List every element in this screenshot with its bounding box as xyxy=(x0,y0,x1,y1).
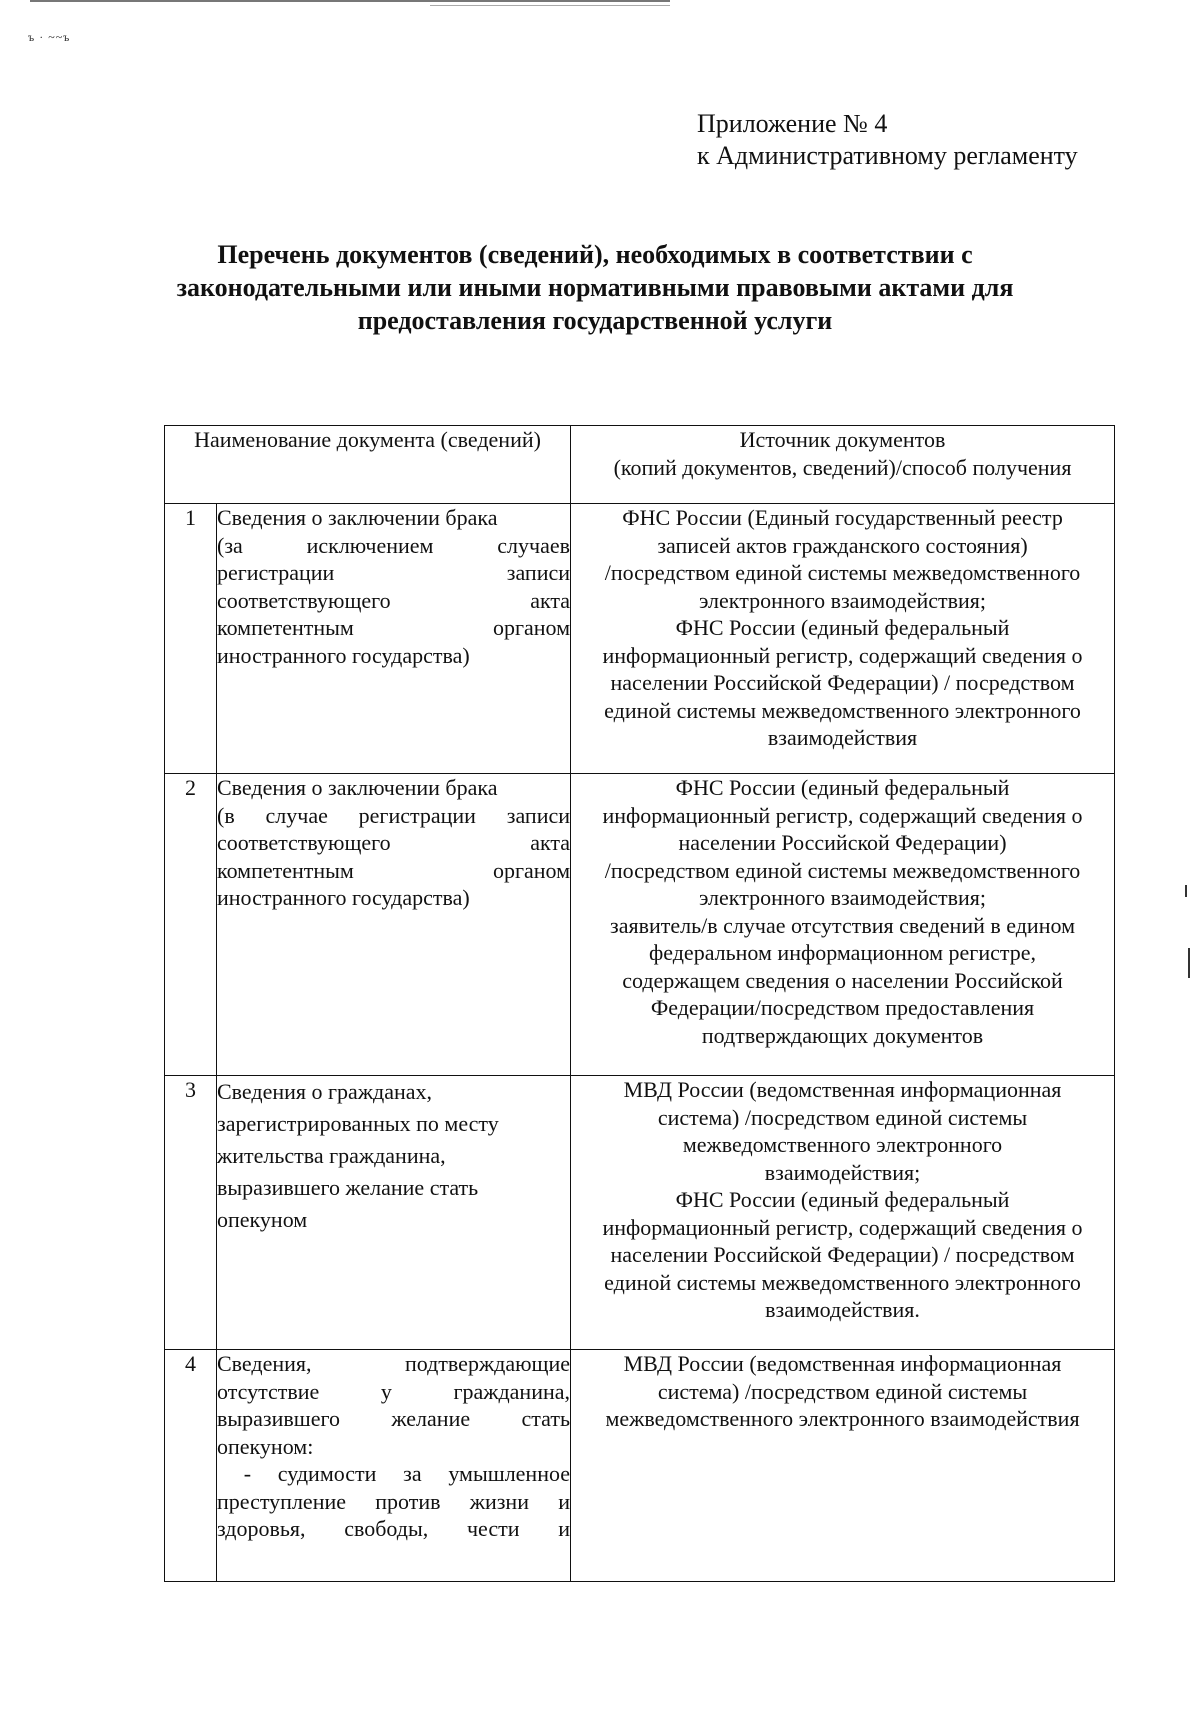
row-number: 4 xyxy=(165,1350,217,1582)
appendix-number: Приложение № 4 xyxy=(697,109,888,138)
document-name-line: Сведения, подтверждающие xyxy=(217,1351,571,1376)
document-name-cell xyxy=(217,1350,571,1582)
document-name-line: Сведения о заключении брака xyxy=(217,505,498,530)
table-row xyxy=(165,1350,1115,1582)
appendix-header xyxy=(697,108,1078,172)
document-name-line: регистрации записи xyxy=(217,560,571,585)
document-name-line: Сведения о заключении брака xyxy=(217,775,498,800)
row-number: 1 xyxy=(165,504,217,774)
document-name-line: отсутствие у гражданина, xyxy=(217,1378,571,1404)
document-name-line: (в случае регистрации записи xyxy=(217,802,571,828)
document-name-cell: Сведения о гражданах, зарегистрированных по месту жительства гражданина, выразившего желание стать опекуном xyxy=(217,1076,571,1350)
document-name-line: иностранного государства) xyxy=(217,885,470,910)
document-name-line: (за исключением случаев xyxy=(217,532,571,558)
scan-edge-line xyxy=(30,0,670,2)
document-name-line: соответствующего акта xyxy=(217,830,571,855)
table-header-row xyxy=(165,426,1115,504)
scan-artifact-mark xyxy=(1185,885,1187,897)
document-title: Перечень документов (сведений), необходимых в соответствии с законодательными или иными нормативными правовыми актами для предоставления государственной услуги xyxy=(176,240,1014,335)
document-name-line: преступление против жизни и xyxy=(217,1488,571,1514)
document-name-line: - судимости за умышленное xyxy=(217,1461,571,1486)
document-name-line: компетентным органом xyxy=(217,857,571,883)
document-name-line: здоровья, свободы, чести и xyxy=(217,1516,571,1541)
document-source-cell: ФНС России (единый федеральный информационный регистр, содержащий сведения о населении Российской Федерации) /посредством единой системы межведомственного электронного взаимодействия; заявитель/в случае отсутствия сведений в едином федеральном информационном регистре, содержащем сведения о населении Российской Федерации/посредством предоставления подтверждающих документов xyxy=(571,774,1115,1076)
document-name-cell xyxy=(217,774,571,1076)
document-source-cell: МВД России (ведомственная информационная система) /посредством единой системы межведомственного электронного взаимодействия; ФНС России (единый федеральный информационный регистр, содержащий сведения о населении Российской Федерации) / посредством единой системы межведомственного электронного взаимодействия. xyxy=(571,1076,1115,1350)
table-row xyxy=(165,1076,1115,1350)
column-header-source: Источник документов (копий документов, сведений)/способ получения xyxy=(571,426,1115,504)
document-source-cell: ФНС России (Единый государственный реестр записей актов гражданского состояния) /посредством единой системы межведомственного электронного взаимодействия; ФНС России (единый федеральный информационный регистр, содержащий сведения о населении Российской Федерации) / посредством единой системы межведомственного электронного взаимодействия xyxy=(571,504,1115,774)
document-name-line: компетентным органом xyxy=(217,615,571,640)
scan-edge-line xyxy=(430,5,670,6)
appendix-reference: к Административному регламенту xyxy=(697,141,1078,170)
document-name-line: опекуном: xyxy=(217,1433,314,1459)
document-source-cell: МВД России (ведомственная информационная система) /посредством единой системы межведомственного электронного взаимодействия xyxy=(571,1350,1115,1582)
scan-artifact-mark xyxy=(1188,948,1190,978)
document-name-cell xyxy=(217,504,571,774)
row-number: 3 xyxy=(165,1076,217,1350)
table-row xyxy=(165,504,1115,774)
document-name-line: выразившего желание стать xyxy=(217,1406,571,1431)
document-name-line: соответствующего акта xyxy=(217,587,571,613)
column-header-document-name: Наименование документа (сведений) xyxy=(165,426,571,504)
document-name-line: иностранного государства) xyxy=(217,642,470,668)
documents-table xyxy=(164,425,1115,1582)
row-number: 2 xyxy=(165,774,217,1076)
table-row xyxy=(165,774,1115,1076)
scan-artifact-mark: ъ · ~~ъ xyxy=(28,30,71,44)
